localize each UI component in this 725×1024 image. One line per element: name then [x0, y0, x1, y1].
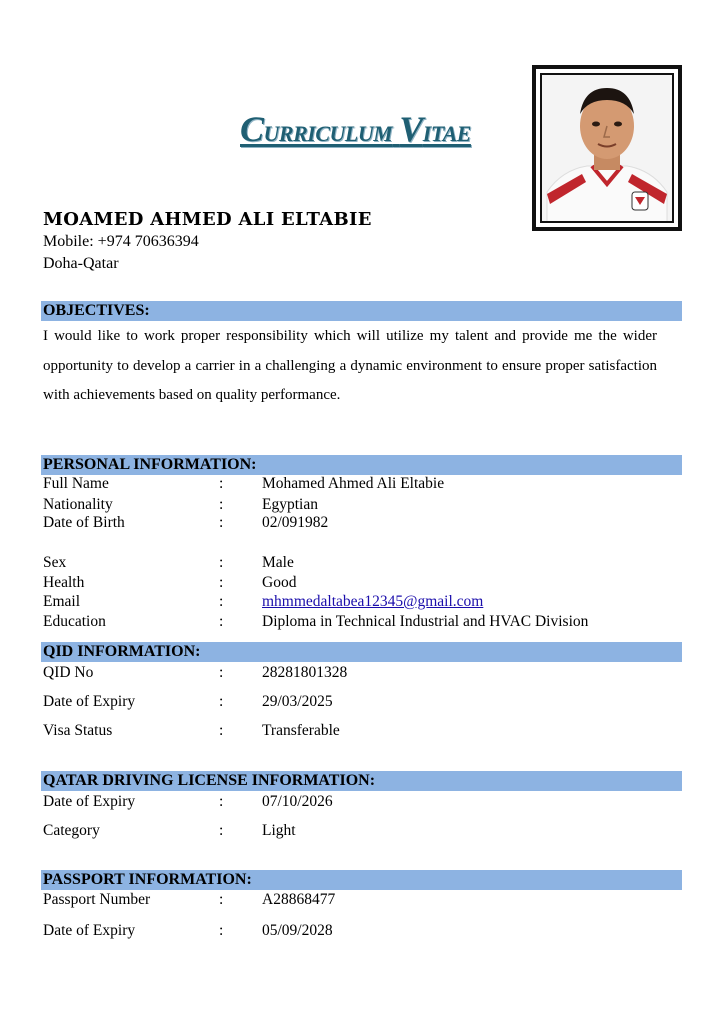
objectives-heading: OBJECTIVES:: [41, 301, 682, 321]
curriculum-vitae-title: CURRICULUM VITAE: [240, 109, 471, 149]
profile-photo: [532, 65, 682, 231]
location: Doha-Qatar: [43, 255, 119, 272]
objectives-text: I would like to work proper responsibility which will utilize my talent and provide me the wider opportunity to develop a carrier in a challenging a dynamic environment to ensure proper satisfaction with achievements based on quality performance.: [43, 328, 657, 403]
email-link[interactable]: mhmmedaltabea12345@gmail.com: [262, 593, 484, 610]
mobile-number: Mobile: +974 70636394: [43, 233, 199, 250]
personal-info-heading: PERSONAL INFORMATION:: [41, 455, 682, 475]
profile-photo-image: [540, 73, 674, 223]
license-info-heading: QATAR DRIVING LICENSE INFORMATION:: [41, 771, 682, 791]
passport-info-heading: PASSPORT INFORMATION:: [41, 870, 682, 890]
candidate-name: MOAMED AHMED ALI ELTABIE: [43, 209, 372, 230]
qid-info-heading: QID INFORMATION:: [41, 642, 682, 662]
